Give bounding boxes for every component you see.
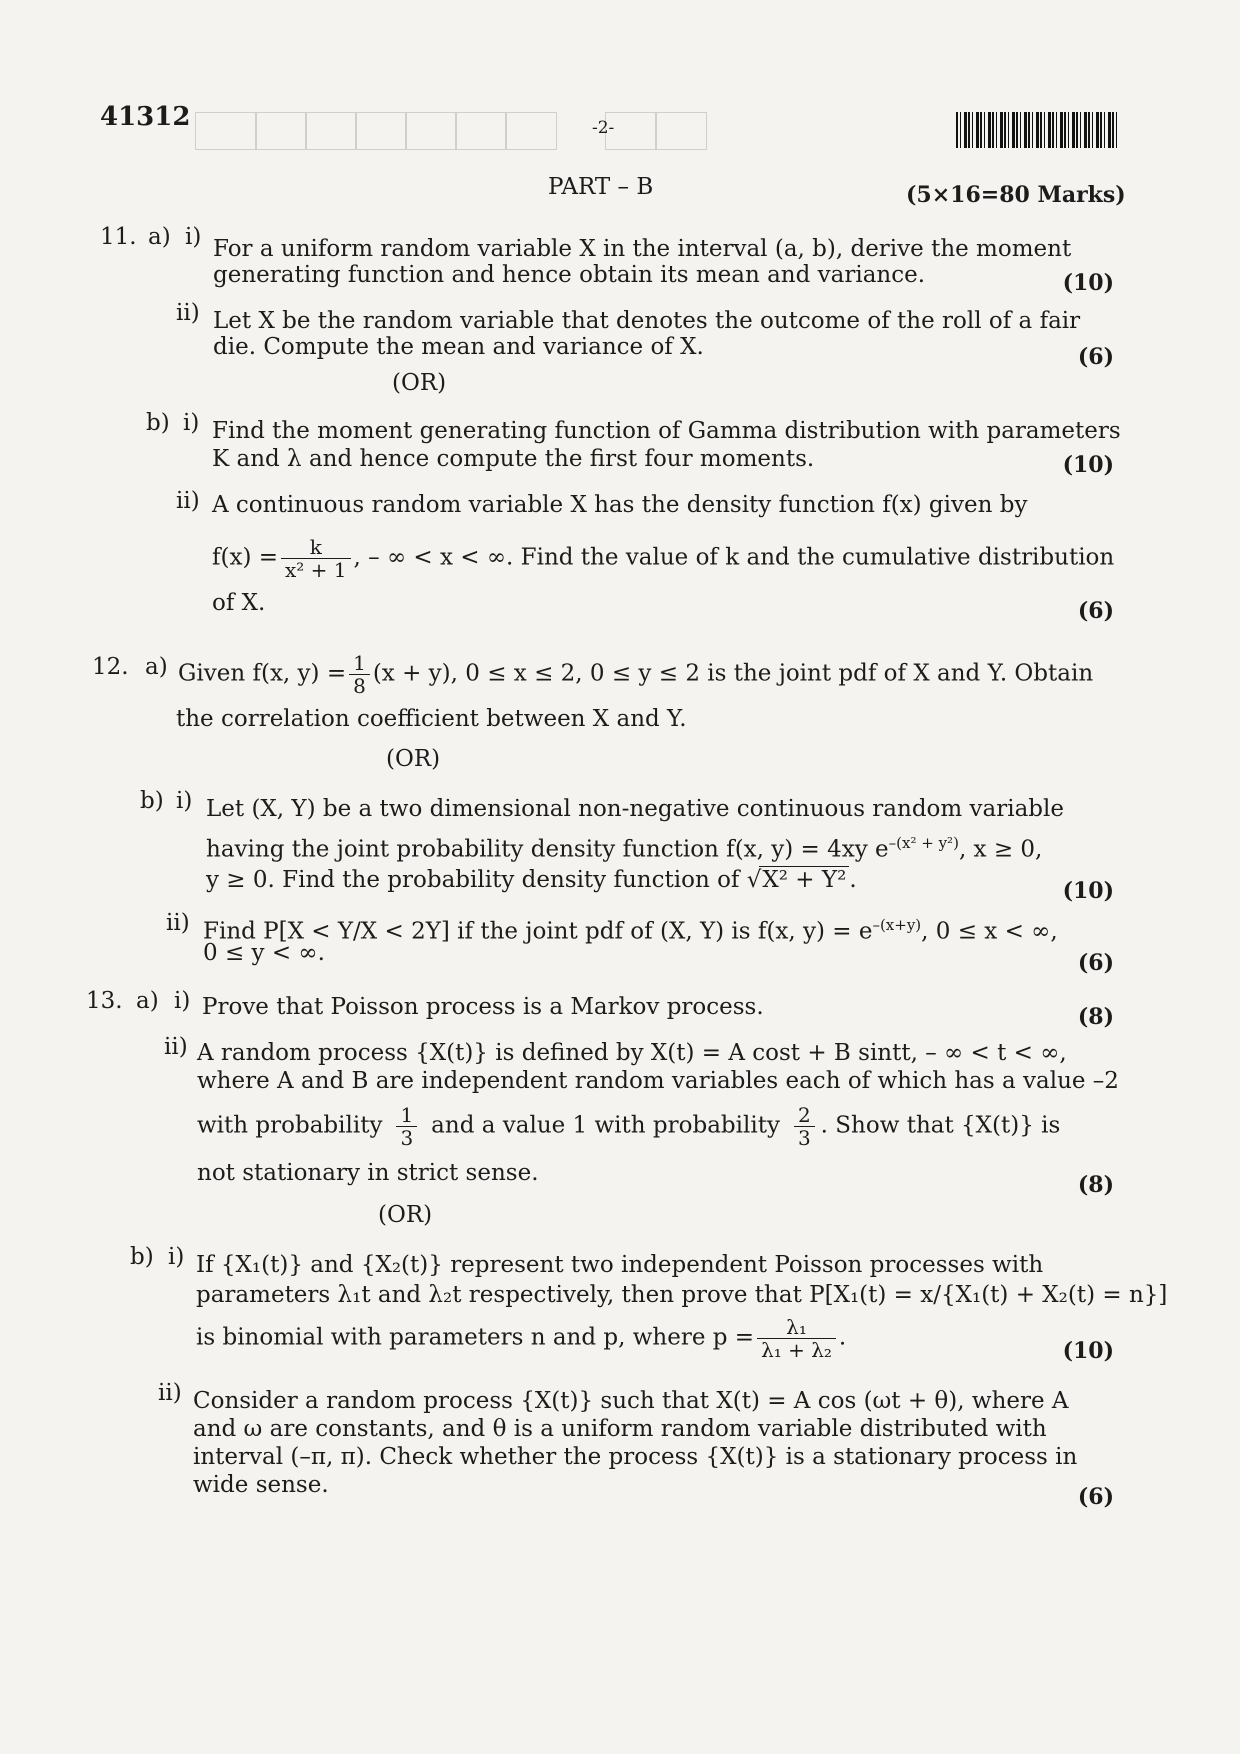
option-label: b) <box>146 410 170 436</box>
reg-box <box>505 112 557 150</box>
question-text: where A and B are independent random variables each of which has a value –2 <box>197 1068 1119 1094</box>
sub-label: ii) <box>158 1380 182 1406</box>
marks: (10) <box>1062 270 1114 296</box>
question-text-formula <box>178 652 1093 697</box>
part-heading: PART – B <box>548 174 654 200</box>
formula-text: , 0 ≤ x < ∞, <box>921 918 1058 945</box>
question-text: and ω are constants, and θ is a uniform random variable distributed with <box>193 1416 1047 1442</box>
question-text: Let X be the random variable that denotes the outcome of the roll of a fair <box>213 308 1081 334</box>
fraction <box>281 536 351 581</box>
reg-box <box>355 112 407 150</box>
exponent: –(x+y) <box>872 916 922 934</box>
sub-label: ii) <box>176 488 200 514</box>
sub-label: ii) <box>176 300 200 326</box>
marks: (6) <box>1077 950 1114 976</box>
question-text: Prove that Poisson process is a Markov process. <box>202 994 764 1020</box>
sub-label: i) <box>185 224 202 250</box>
sub-label: ii) <box>166 910 190 936</box>
square-root-expression: X² + Y² <box>759 866 849 894</box>
marks: (6) <box>1077 598 1114 624</box>
formula-text: . <box>849 867 857 893</box>
question-text: K and λ and hence compute the first four moments. <box>212 446 815 472</box>
sub-label: i) <box>174 988 191 1014</box>
reg-box <box>655 112 707 150</box>
question-number: 11. <box>100 224 137 250</box>
formula-text: and a value 1 with probability <box>431 1112 780 1139</box>
option-label: b) <box>140 788 164 814</box>
question-text: Let (X, Y) be a two dimensional non-negative continuous random variable <box>206 796 1064 822</box>
question-text-formula <box>212 536 1114 581</box>
fraction-numerator: k <box>281 536 351 559</box>
formula-label: f(x) = <box>212 544 279 571</box>
reg-box <box>455 112 507 150</box>
barcode <box>956 112 1118 148</box>
option-label: a) <box>145 654 168 680</box>
question-text-formula: y ≥ 0. Find the probability density function of √X² + Y² . <box>206 867 857 893</box>
formula-text: having the joint probability density function f(x, y) = 4xy e <box>206 836 889 863</box>
marks: (10) <box>1062 878 1114 904</box>
reg-box <box>305 112 357 150</box>
fraction-denominator: 8 <box>353 674 366 698</box>
marks: (10) <box>1062 1338 1114 1364</box>
fraction-numerator: 1 <box>396 1104 417 1127</box>
reg-box <box>255 112 307 150</box>
fraction <box>757 1316 836 1361</box>
formula-text: Find P[X < Y/X < 2Y] if the joint pdf of (X, Y) is f(x, y) = e <box>203 918 873 945</box>
question-text: 0 ≤ y < ∞. <box>203 940 325 966</box>
or-divider: (OR) <box>378 1202 433 1228</box>
sub-label: ii) <box>164 1034 188 1060</box>
fraction-denominator: 3 <box>400 1126 414 1150</box>
marks: (8) <box>1077 1172 1114 1198</box>
sub-label: i) <box>176 788 193 814</box>
question-text: the correlation coefficient between X and Y. <box>176 706 687 732</box>
reg-box <box>195 112 257 150</box>
reg-box <box>405 112 457 150</box>
question-text: A continuous random variable X has the density function f(x) given by <box>212 492 1028 518</box>
option-label: a) <box>136 988 159 1014</box>
marks: (6) <box>1077 344 1114 370</box>
option-label: b) <box>130 1244 154 1270</box>
question-text-formula <box>197 1104 1060 1149</box>
page-number: -2- <box>592 118 615 138</box>
formula-text: (x + y), 0 ≤ x ≤ 2, 0 ≤ y ≤ 2 is the joint pdf of X and Y. Obtain <box>372 660 1094 687</box>
question-text: If {X₁(t)} and {X₂(t)} represent two independent Poisson processes with <box>196 1252 1044 1278</box>
question-number: 12. <box>92 654 129 680</box>
sub-label: i) <box>168 1244 185 1270</box>
marks-scheme: (5×16=80 Marks) <box>906 182 1126 208</box>
question-text: interval (–π, π). Check whether the process {X(t)} is a stationary process in <box>193 1444 1078 1470</box>
formula-text: . <box>838 1324 847 1351</box>
question-text: parameters λ₁t and λ₂t respectively, then prove that P[X₁(t) = x/{X₁(t) + X₂(t) = n}] <box>196 1282 1168 1308</box>
sub-label: i) <box>183 410 200 436</box>
question-text-formula <box>196 1316 846 1361</box>
fraction-denominator: λ₁ + λ₂ <box>761 1338 832 1362</box>
fraction <box>396 1104 417 1149</box>
question-text: For a uniform random variable X in the interval (a, b), derive the moment <box>213 236 1072 262</box>
question-text-formula <box>206 830 1042 864</box>
formula-text: , x ≥ 0, <box>958 836 1043 863</box>
or-divider: (OR) <box>386 746 441 772</box>
question-text: wide sense. <box>193 1472 329 1498</box>
fraction <box>349 652 370 697</box>
option-label: a) <box>148 224 171 250</box>
marks: (6) <box>1077 1484 1114 1510</box>
formula-text: with probability <box>197 1112 383 1139</box>
question-text: Find the moment generating function of Gamma distribution with parameters <box>212 418 1121 444</box>
question-text: A random process {X(t)} is defined by X(t) = A cost + B sintt, – ∞ < t < ∞, <box>197 1040 1067 1066</box>
fraction-numerator: 1 <box>349 652 370 675</box>
fraction-denominator: 3 <box>797 1126 811 1150</box>
paper-code: 41312 <box>100 102 191 132</box>
exponent: –(x² + y²) <box>888 834 959 852</box>
fraction <box>794 1104 815 1149</box>
formula-text: . Show that {X(t)} is <box>820 1112 1061 1139</box>
formula-text: Given f(x, y) = <box>178 660 347 687</box>
question-text: of X. <box>212 590 266 616</box>
formula-text: , – ∞ < x < ∞. Find the value of k and the cumulative distribution <box>353 544 1115 571</box>
question-number: 13. <box>86 988 123 1014</box>
formula-text: is binomial with parameters n and p, where p = <box>196 1324 755 1351</box>
fraction-denominator: x² + 1 <box>285 558 347 582</box>
question-text: generating function and hence obtain its mean and variance. <box>213 262 926 288</box>
formula-text: y ≥ 0. Find the probability density function of <box>206 867 740 893</box>
question-text: not stationary in strict sense. <box>197 1160 539 1186</box>
fraction-numerator: λ₁ <box>757 1316 836 1339</box>
or-divider: (OR) <box>392 370 447 396</box>
marks: (8) <box>1077 1004 1114 1030</box>
question-text: Consider a random process {X(t)} such that X(t) = A cos (ωt + θ), where A <box>193 1388 1069 1414</box>
fraction-numerator: 2 <box>794 1104 815 1127</box>
question-text: die. Compute the mean and variance of X. <box>213 334 704 360</box>
question-text-formula <box>203 912 1058 946</box>
marks: (10) <box>1062 452 1114 478</box>
